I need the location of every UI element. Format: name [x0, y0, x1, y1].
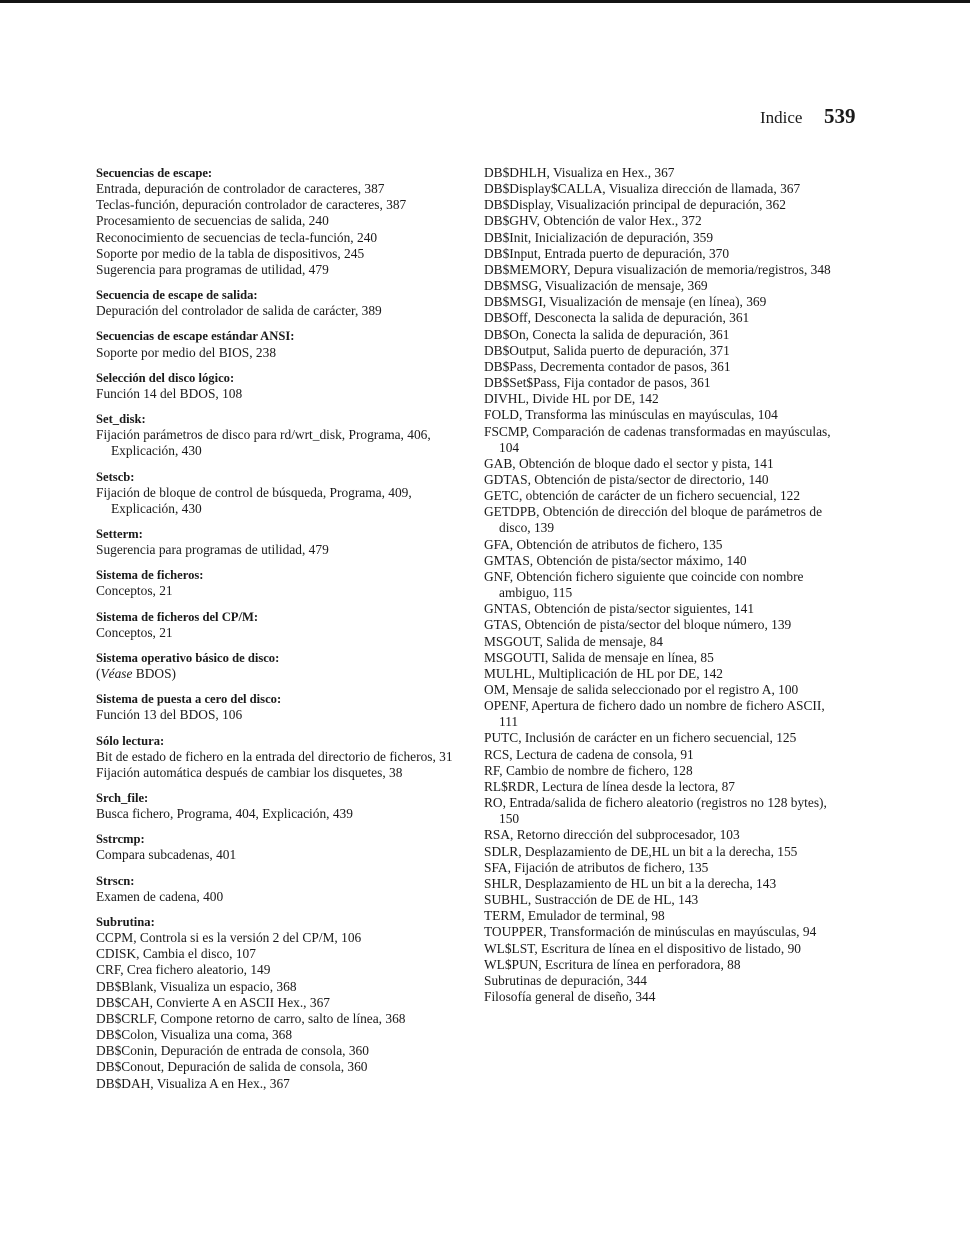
top-border-rule — [0, 0, 970, 3]
index-heading: Subrutina: — [96, 914, 155, 929]
index-entry: Conceptos, 21 — [96, 583, 173, 599]
index-heading: Secuencia de escape de salida: — [96, 288, 258, 303]
index-entry: GAB, Obtención de bloque dado el sector y pista, 141 — [484, 455, 774, 471]
running-head-label: Indice — [760, 108, 803, 127]
index-heading: Setscb: — [96, 469, 135, 484]
index-entry: CRF, Crea fichero aleatorio, 149 — [96, 962, 271, 978]
index-entry: MULHL, Multiplicación de HL por DE, 142 — [484, 665, 724, 681]
index-entry: Depuración del controlador de salida de carácter, 389 — [96, 303, 382, 319]
index-entry: RF, Cambio de nombre de fichero, 128 — [484, 762, 693, 778]
index-entry: SUBHL, Sustracción de DE de HL, 143 — [484, 892, 699, 908]
index-group — [96, 328, 466, 360]
index-group — [96, 567, 466, 599]
index-entry: Fijación de bloque de control de búsqueda, Programa, 409, Explicación, 430 — [96, 484, 412, 516]
index-entry: Busca fichero, Programa, 404, Explicación, 439 — [96, 806, 353, 822]
index-heading: Strscn: — [96, 873, 135, 888]
index-entry: GDTAS, Obtención de pista/sector de directorio, 140 — [484, 471, 769, 487]
index-entry: WL$LST, Escritura de línea en el dispositivo de listado, 90 — [484, 940, 801, 956]
index-entry: Subrutinas de depuración, 344 — [484, 972, 647, 988]
index-heading: Selección del disco lógico: — [96, 370, 235, 385]
index-entry: DB$DAH, Visualiza A en Hex., 367 — [96, 1075, 290, 1091]
index-entry: DB$Output, Salida puerto de depuración, 371 — [484, 342, 730, 358]
index-entry: DB$MEMORY, Depura visualización de memoria/registros, 348 — [484, 261, 831, 277]
index-entry: DB$MSGI, Visualización de mensaje (en línea), 369 — [484, 294, 767, 310]
index-entry: DB$Pass, Decrementa contador de pasos, 361 — [484, 358, 731, 374]
index-heading: Secuencias de escape estándar ANSI: — [96, 329, 295, 344]
index-entry: DB$Conin, Depuración de entrada de consola, 360 — [96, 1043, 369, 1059]
index-heading: Sistema de ficheros del CP/M: — [96, 609, 259, 624]
index-entry: PUTC, Inclusión de carácter en un fichero secuencial, 125 — [484, 730, 797, 746]
index-entry: OPENF, Apertura de fichero dado un nombre de fichero ASCII, 111 — [484, 698, 825, 730]
index-heading: Srch_file: — [96, 791, 149, 805]
index-right-column — [484, 165, 844, 1005]
index-entry: RL$RDR, Lectura de línea desde la lectora, 87 — [484, 778, 735, 794]
index-entry: GTAS, Obtención de pista/sector del bloque número, 139 — [484, 617, 792, 633]
index-group — [96, 411, 466, 459]
index-group — [96, 370, 466, 402]
index-heading: Set_disk: — [96, 412, 146, 427]
index-entry: GNTAS, Obtención de pista/sector siguientes, 141 — [484, 601, 755, 617]
index-entry: DB$Display, Visualización principal de depuración, 362 — [484, 197, 786, 213]
index-entry: SDLR, Desplazamiento de DE,HL un bit a la derecha, 155 — [484, 843, 798, 859]
index-entry: Bit de estado de fichero en la entrada del directorio de ficheros, 31 — [96, 748, 453, 764]
index-entry: Soporte por medio de la tabla de dispositivos, 245 — [96, 245, 365, 261]
index-entry: GNF, Obtención fichero siguiente que coincide con nombre ambiguo, 115 — [484, 568, 804, 601]
index-group — [96, 287, 466, 319]
index-entry: WL$PUN, Escritura de línea en perforadora, 88 — [484, 956, 741, 972]
index-heading: Sistema de ficheros: — [96, 568, 204, 583]
index-group — [96, 914, 466, 1092]
index-heading: Secuencias de escape: — [96, 166, 213, 180]
index-group — [96, 469, 466, 517]
index-entry: Fijación parámetros de disco para rd/wrt_disk, Programa, 406, Explicación, 430 — [96, 427, 431, 459]
index-left-column — [96, 165, 466, 1101]
index-entry: TOUPPER, Transformación de minúsculas en mayúsculas, 94 — [484, 924, 817, 940]
index-entry: GETC, obtención de carácter de un fichero secuencial, 122 — [484, 488, 801, 504]
index-entry: Soporte por medio del BIOS, 238 — [96, 344, 277, 360]
index-entry: FSCMP, Comparación de cadenas transformadas en mayúsculas, 104 — [484, 423, 831, 455]
index-entry: Sugerencia para programas de utilidad, 479 — [96, 261, 329, 277]
index-group — [96, 526, 466, 558]
index-entry: DB$Blank, Visualiza un espacio, 368 — [96, 978, 297, 994]
index-entry: Función 14 del BDOS, 108 — [96, 385, 243, 401]
index-entry: FOLD, Transforma las minúsculas en mayúsculas, 104 — [484, 407, 778, 423]
page-number: 539 — [824, 104, 856, 128]
index-heading: Sólo lectura: — [96, 733, 165, 748]
index-entry: DB$CAH, Convierte A en ASCII Hex., 367 — [96, 994, 330, 1010]
index-entry: SHLR, Desplazamiento de HL un bit a la derecha, 143 — [484, 875, 777, 891]
index-heading: Setterm: — [96, 526, 143, 541]
index-entry: DB$CRLF, Compone retorno de carro, salto de línea, 368 — [96, 1010, 406, 1026]
index-group — [96, 790, 466, 822]
index-entry: DB$Display$CALLA, Visualiza dirección de llamada, 367 — [484, 181, 801, 197]
index-group — [96, 733, 466, 781]
index-entry: GFA, Obtención de atributos de fichero, 135 — [484, 536, 723, 552]
index-entry: CDISK, Cambia el disco, 107 — [96, 946, 256, 962]
index-entry: Teclas-función, depuración controlador de caracteres, 387 — [96, 197, 407, 213]
index-group — [96, 691, 466, 723]
index-entry: DB$GHV, Obtención de valor Hex., 372 — [484, 213, 702, 229]
index-entry: (Véase BDOS) — [96, 666, 176, 682]
index-entry: RCS, Lectura de cadena de consola, 91 — [484, 746, 694, 762]
index-entry: Sugerencia para programas de utilidad, 479 — [96, 542, 329, 558]
index-group — [96, 831, 466, 863]
index-entry: DB$Colon, Visualiza una coma, 368 — [96, 1027, 293, 1043]
index-entry: DB$MSG, Visualización de mensaje, 369 — [484, 278, 708, 294]
index-entry: Examen de cadena, 400 — [96, 888, 224, 904]
see-reference-word: Véase — [100, 666, 133, 682]
index-entry: RSA, Retorno dirección del subprocesador, 103 — [484, 827, 740, 843]
index-entry: TERM, Emulador de terminal, 98 — [484, 908, 665, 924]
index-heading: Sistema operativo básico de disco: — [96, 650, 280, 665]
index-heading: Sistema de puesta a cero del disco: — [96, 692, 282, 707]
index-entry: GMTAS, Obtención de pista/sector máximo, 140 — [484, 552, 747, 568]
index-group — [96, 609, 466, 641]
index-entry: DB$On, Conecta la salida de depuración, 361 — [484, 326, 730, 342]
index-entry: DB$Off, Desconecta la salida de depuración, 361 — [484, 310, 750, 326]
index-entry: RO, Entrada/salida de fichero aleatorio (registros no 128 bytes), 150 — [484, 795, 827, 827]
index-entry: Conceptos, 21 — [96, 624, 173, 640]
index-entry: MSGOUTI, Salida de mensaje en línea, 85 — [484, 649, 714, 665]
index-entry: OM, Mensaje de salida seleccionado por el registro A, 100 — [484, 682, 799, 697]
index-entry: GETDPB, Obtención de dirección del bloque de parámetros de disco, 139 — [484, 504, 823, 536]
index-entry: Compara subcadenas, 401 — [96, 847, 237, 863]
index-entry: DB$DHLH, Visualiza en Hex., 367 — [484, 165, 675, 180]
index-group — [96, 873, 466, 905]
index-entry: Entrada, depuración de controlador de caracteres, 387 — [96, 181, 385, 197]
index-entry: Función 13 del BDOS, 106 — [96, 707, 243, 723]
index-entry: DB$Input, Entrada puerto de depuración, 370 — [484, 245, 730, 261]
index-entry: DB$Conout, Depuración de salida de consola, 360 — [96, 1059, 368, 1075]
index-entry: DIVHL, Divide HL por DE, 142 — [484, 391, 659, 407]
index-entry: DB$Init, Inicialización de depuración, 359 — [484, 229, 714, 245]
index-group — [96, 650, 466, 682]
index-entry: DB$Set$Pass, Fija contador de pasos, 361 — [484, 375, 711, 391]
index-entry: CCPM, Controla si es la versión 2 del CP/M, 106 — [96, 930, 362, 946]
index-entry: Filosofía general de diseño, 344 — [484, 988, 656, 1004]
index-entry: SFA, Fijación de atributos de fichero, 135 — [484, 859, 709, 875]
index-entry: Fijación automática después de cambiar los disquetes, 38 — [96, 764, 403, 780]
index-heading: Sstrcmp: — [96, 832, 145, 847]
index-group — [96, 165, 466, 278]
index-entry: MSGOUT, Salida de mensaje, 84 — [484, 633, 664, 649]
index-entry: Procesamiento de secuencias de salida, 240 — [96, 213, 329, 229]
page-header — [760, 104, 880, 134]
index-entry: Reconocimiento de secuencias de tecla-función, 240 — [96, 229, 378, 245]
